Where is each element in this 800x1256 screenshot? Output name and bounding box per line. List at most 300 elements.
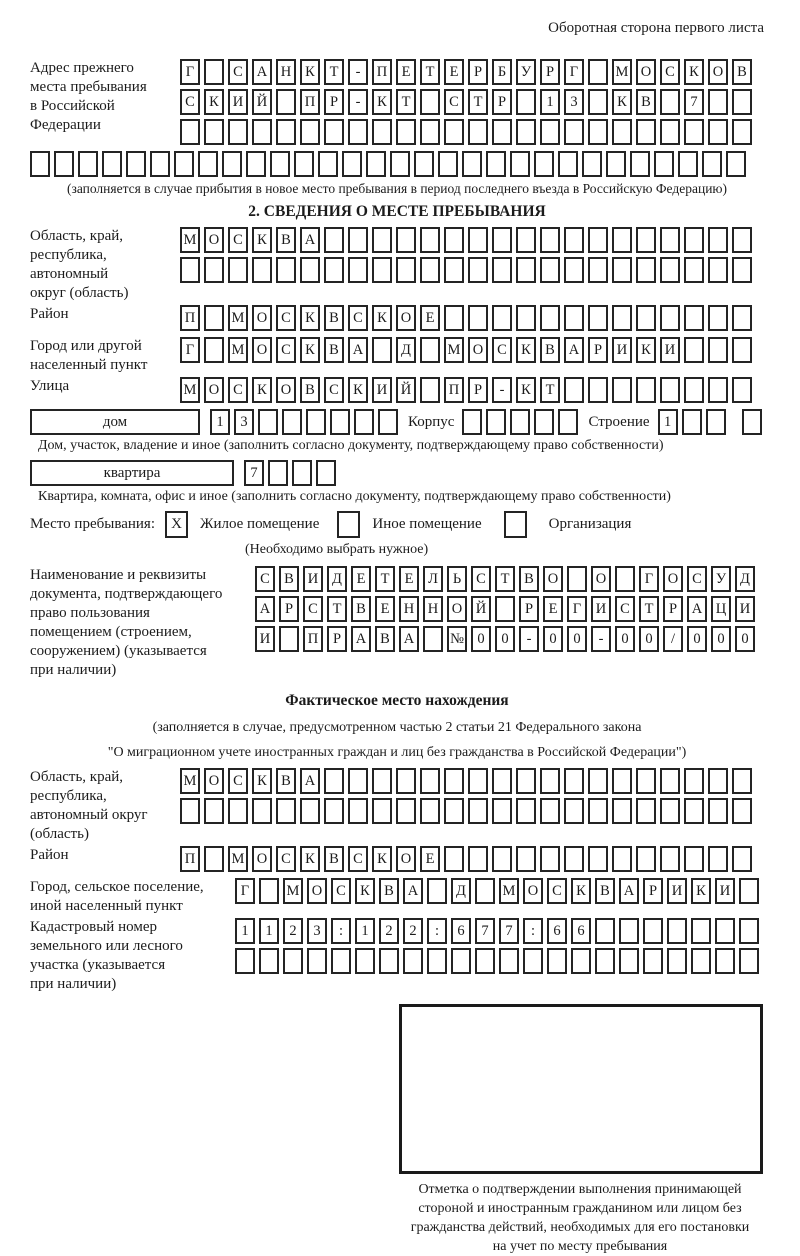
char-cell[interactable]: К [636, 337, 656, 363]
char-cell[interactable] [78, 151, 98, 177]
char-cell[interactable] [396, 798, 416, 824]
char-cell[interactable] [612, 768, 632, 794]
char-cell[interactable]: А [255, 596, 275, 622]
char-cell[interactable] [492, 846, 512, 872]
char-cell[interactable] [516, 227, 536, 253]
char-cell[interactable] [30, 151, 50, 177]
char-cell[interactable] [540, 257, 560, 283]
char-cell[interactable]: 0 [567, 626, 587, 652]
char-cell[interactable] [510, 151, 530, 177]
char-cell[interactable] [348, 227, 368, 253]
char-cell[interactable] [547, 948, 567, 974]
char-cell[interactable] [612, 798, 632, 824]
char-cell[interactable] [708, 768, 728, 794]
char-cell[interactable]: 2 [403, 918, 423, 944]
char-cell[interactable] [204, 846, 224, 872]
char-cell[interactable]: Т [540, 377, 560, 403]
dom-box[interactable]: дом [30, 409, 200, 435]
char-cell[interactable]: В [732, 59, 752, 85]
char-cell[interactable] [306, 409, 326, 435]
char-cell[interactable]: В [519, 566, 539, 592]
char-cell[interactable] [420, 89, 440, 115]
char-cell[interactable] [516, 119, 536, 145]
char-cell[interactable]: П [300, 89, 320, 115]
char-cell[interactable] [588, 119, 608, 145]
char-cell[interactable]: 6 [451, 918, 471, 944]
char-cell[interactable] [660, 305, 680, 331]
char-cell[interactable] [595, 948, 615, 974]
char-cell[interactable]: И [667, 878, 687, 904]
char-cell[interactable]: С [228, 768, 248, 794]
char-cell[interactable]: Т [639, 596, 659, 622]
char-cell[interactable] [468, 227, 488, 253]
char-cell[interactable] [684, 227, 704, 253]
char-cell[interactable]: Й [252, 89, 272, 115]
char-cell[interactable] [708, 257, 728, 283]
char-cell[interactable] [612, 119, 632, 145]
char-cell[interactable]: 1 [355, 918, 375, 944]
char-cell[interactable] [252, 119, 272, 145]
char-cell[interactable]: А [252, 59, 272, 85]
char-cell[interactable] [444, 119, 464, 145]
char-cell[interactable] [567, 566, 587, 592]
char-cell[interactable]: О [447, 596, 467, 622]
char-cell[interactable] [294, 151, 314, 177]
char-cell[interactable]: С [228, 59, 248, 85]
char-cell[interactable]: С [228, 377, 248, 403]
char-cell[interactable] [372, 257, 392, 283]
char-cell[interactable] [742, 409, 762, 435]
char-cell[interactable] [732, 227, 752, 253]
char-cell[interactable] [678, 151, 698, 177]
char-cell[interactable]: Г [564, 59, 584, 85]
char-cell[interactable] [558, 409, 578, 435]
char-cell[interactable]: С [615, 596, 635, 622]
char-cell[interactable]: И [735, 596, 755, 622]
char-cell[interactable] [204, 798, 224, 824]
char-cell[interactable] [684, 337, 704, 363]
char-cell[interactable] [588, 305, 608, 331]
char-cell[interactable]: М [228, 846, 248, 872]
char-cell[interactable]: С [276, 337, 296, 363]
char-cell[interactable] [691, 918, 711, 944]
char-cell[interactable] [726, 151, 746, 177]
char-cell[interactable]: А [399, 626, 419, 652]
char-cell[interactable]: Г [180, 337, 200, 363]
char-cell[interactable] [468, 305, 488, 331]
char-cell[interactable] [372, 768, 392, 794]
char-cell[interactable] [636, 257, 656, 283]
char-cell[interactable] [619, 918, 639, 944]
char-cell[interactable]: И [612, 337, 632, 363]
char-cell[interactable] [420, 768, 440, 794]
char-cell[interactable] [444, 227, 464, 253]
char-cell[interactable]: К [691, 878, 711, 904]
char-cell[interactable]: 0 [711, 626, 731, 652]
char-cell[interactable] [438, 151, 458, 177]
char-cell[interactable]: Г [567, 596, 587, 622]
char-cell[interactable] [420, 798, 440, 824]
char-cell[interactable] [636, 798, 656, 824]
char-cell[interactable] [324, 119, 344, 145]
char-cell[interactable]: И [660, 337, 680, 363]
char-cell[interactable]: Р [663, 596, 683, 622]
char-cell[interactable]: О [204, 377, 224, 403]
char-cell[interactable]: Р [468, 59, 488, 85]
char-cell[interactable] [396, 119, 416, 145]
char-cell[interactable]: А [300, 768, 320, 794]
char-cell[interactable]: С [348, 305, 368, 331]
char-cell[interactable]: В [540, 337, 560, 363]
char-cell[interactable]: Р [643, 878, 663, 904]
char-cell[interactable] [423, 626, 443, 652]
checkbox-zhiloe[interactable]: X [165, 511, 188, 538]
char-cell[interactable]: Р [279, 596, 299, 622]
char-cell[interactable]: П [180, 305, 200, 331]
char-cell[interactable]: 0 [735, 626, 755, 652]
char-cell[interactable] [468, 798, 488, 824]
char-cell[interactable] [588, 798, 608, 824]
char-cell[interactable] [708, 798, 728, 824]
char-cell[interactable] [427, 878, 447, 904]
char-cell[interactable]: С [303, 596, 323, 622]
char-cell[interactable]: К [612, 89, 632, 115]
char-cell[interactable] [486, 409, 506, 435]
char-cell[interactable]: 1 [259, 918, 279, 944]
char-cell[interactable] [708, 846, 728, 872]
char-cell[interactable]: В [279, 566, 299, 592]
char-cell[interactable] [732, 305, 752, 331]
char-cell[interactable]: О [307, 878, 327, 904]
char-cell[interactable]: В [636, 89, 656, 115]
char-cell[interactable]: К [252, 377, 272, 403]
char-cell[interactable]: Т [495, 566, 515, 592]
char-cell[interactable]: Е [543, 596, 563, 622]
char-cell[interactable] [516, 768, 536, 794]
char-cell[interactable]: С [180, 89, 200, 115]
char-cell[interactable] [279, 626, 299, 652]
char-cell[interactable]: Р [324, 89, 344, 115]
char-cell[interactable] [588, 89, 608, 115]
char-cell[interactable]: : [523, 918, 543, 944]
char-cell[interactable] [228, 798, 248, 824]
char-cell[interactable]: В [595, 878, 615, 904]
char-cell[interactable] [420, 119, 440, 145]
char-cell[interactable]: - [492, 377, 512, 403]
char-cell[interactable]: В [276, 227, 296, 253]
char-cell[interactable] [300, 119, 320, 145]
char-cell[interactable] [292, 460, 312, 486]
char-cell[interactable]: И [228, 89, 248, 115]
char-cell[interactable]: А [300, 227, 320, 253]
char-cell[interactable] [588, 59, 608, 85]
char-cell[interactable]: С [444, 89, 464, 115]
char-cell[interactable] [534, 151, 554, 177]
char-cell[interactable] [492, 768, 512, 794]
char-cell[interactable]: Р [519, 596, 539, 622]
char-cell[interactable]: И [591, 596, 611, 622]
char-cell[interactable]: К [252, 227, 272, 253]
char-cell[interactable]: М [180, 768, 200, 794]
char-cell[interactable]: О [396, 846, 416, 872]
char-cell[interactable] [564, 119, 584, 145]
char-cell[interactable]: О [252, 846, 272, 872]
char-cell[interactable] [268, 460, 288, 486]
char-cell[interactable] [354, 409, 374, 435]
char-cell[interactable] [486, 151, 506, 177]
char-cell[interactable] [510, 409, 530, 435]
char-cell[interactable] [564, 257, 584, 283]
char-cell[interactable]: О [543, 566, 563, 592]
char-cell[interactable]: 6 [571, 918, 591, 944]
char-cell[interactable] [462, 409, 482, 435]
char-cell[interactable]: 0 [543, 626, 563, 652]
char-cell[interactable] [252, 798, 272, 824]
char-cell[interactable]: Е [396, 59, 416, 85]
char-cell[interactable] [606, 151, 626, 177]
char-cell[interactable]: С [331, 878, 351, 904]
char-cell[interactable]: Т [327, 596, 347, 622]
char-cell[interactable]: М [228, 305, 248, 331]
char-cell[interactable]: К [348, 377, 368, 403]
char-cell[interactable]: 3 [564, 89, 584, 115]
char-cell[interactable] [636, 846, 656, 872]
char-cell[interactable]: К [372, 305, 392, 331]
char-cell[interactable] [198, 151, 218, 177]
char-cell[interactable] [492, 119, 512, 145]
char-cell[interactable] [732, 768, 752, 794]
char-cell[interactable]: К [516, 337, 536, 363]
char-cell[interactable]: О [396, 305, 416, 331]
char-cell[interactable] [684, 846, 704, 872]
char-cell[interactable] [612, 227, 632, 253]
char-cell[interactable] [708, 377, 728, 403]
char-cell[interactable]: К [300, 305, 320, 331]
char-cell[interactable]: А [564, 337, 584, 363]
char-cell[interactable]: : [331, 918, 351, 944]
char-cell[interactable] [540, 305, 560, 331]
char-cell[interactable]: 7 [499, 918, 519, 944]
char-cell[interactable]: О [708, 59, 728, 85]
char-cell[interactable]: А [687, 596, 707, 622]
char-cell[interactable] [643, 918, 663, 944]
char-cell[interactable] [390, 151, 410, 177]
char-cell[interactable] [492, 257, 512, 283]
char-cell[interactable] [660, 227, 680, 253]
char-cell[interactable]: Р [588, 337, 608, 363]
char-cell[interactable]: В [276, 768, 296, 794]
char-cell[interactable] [708, 337, 728, 363]
char-cell[interactable] [540, 768, 560, 794]
char-cell[interactable]: У [516, 59, 536, 85]
char-cell[interactable] [732, 337, 752, 363]
char-cell[interactable] [739, 948, 759, 974]
char-cell[interactable] [660, 377, 680, 403]
char-cell[interactable]: Б [492, 59, 512, 85]
char-cell[interactable]: М [499, 878, 519, 904]
char-cell[interactable] [348, 768, 368, 794]
char-cell[interactable] [684, 119, 704, 145]
char-cell[interactable] [684, 768, 704, 794]
char-cell[interactable] [276, 89, 296, 115]
char-cell[interactable]: Ь [447, 566, 467, 592]
char-cell[interactable]: Й [471, 596, 491, 622]
char-cell[interactable]: О [204, 227, 224, 253]
char-cell[interactable] [468, 846, 488, 872]
char-cell[interactable] [252, 257, 272, 283]
char-cell[interactable] [492, 227, 512, 253]
char-cell[interactable]: К [372, 89, 392, 115]
char-cell[interactable]: Е [351, 566, 371, 592]
char-cell[interactable]: Е [444, 59, 464, 85]
char-cell[interactable] [420, 227, 440, 253]
char-cell[interactable]: - [591, 626, 611, 652]
char-cell[interactable]: Й [396, 377, 416, 403]
char-cell[interactable] [330, 409, 350, 435]
checkbox-inoe[interactable] [337, 511, 360, 538]
char-cell[interactable]: / [663, 626, 683, 652]
char-cell[interactable]: 1 [658, 409, 678, 435]
char-cell[interactable] [571, 948, 591, 974]
char-cell[interactable]: Р [492, 89, 512, 115]
char-cell[interactable]: К [684, 59, 704, 85]
char-cell[interactable]: П [444, 377, 464, 403]
char-cell[interactable] [564, 846, 584, 872]
char-cell[interactable]: К [300, 846, 320, 872]
char-cell[interactable]: Д [327, 566, 347, 592]
char-cell[interactable] [396, 257, 416, 283]
char-cell[interactable] [660, 798, 680, 824]
char-cell[interactable] [492, 798, 512, 824]
char-cell[interactable]: 3 [307, 918, 327, 944]
char-cell[interactable] [540, 846, 560, 872]
char-cell[interactable] [619, 948, 639, 974]
char-cell[interactable] [495, 596, 515, 622]
char-cell[interactable] [595, 918, 615, 944]
char-cell[interactable] [564, 305, 584, 331]
char-cell[interactable]: С [687, 566, 707, 592]
char-cell[interactable]: П [180, 846, 200, 872]
char-cell[interactable]: О [663, 566, 683, 592]
char-cell[interactable] [564, 798, 584, 824]
char-cell[interactable]: Т [420, 59, 440, 85]
char-cell[interactable] [403, 948, 423, 974]
char-cell[interactable]: С [492, 337, 512, 363]
char-cell[interactable]: О [252, 305, 272, 331]
char-cell[interactable] [475, 948, 495, 974]
char-cell[interactable] [540, 119, 560, 145]
char-cell[interactable] [372, 337, 392, 363]
char-cell[interactable] [180, 119, 200, 145]
char-cell[interactable]: Т [375, 566, 395, 592]
char-cell[interactable]: Г [639, 566, 659, 592]
char-cell[interactable] [612, 377, 632, 403]
char-cell[interactable] [588, 846, 608, 872]
char-cell[interactable]: А [351, 626, 371, 652]
char-cell[interactable]: Г [235, 878, 255, 904]
char-cell[interactable] [316, 460, 336, 486]
char-cell[interactable] [444, 257, 464, 283]
char-cell[interactable] [534, 409, 554, 435]
char-cell[interactable]: 7 [475, 918, 495, 944]
char-cell[interactable] [372, 798, 392, 824]
char-cell[interactable]: Р [468, 377, 488, 403]
char-cell[interactable] [540, 227, 560, 253]
char-cell[interactable] [636, 377, 656, 403]
char-cell[interactable] [102, 151, 122, 177]
char-cell[interactable] [588, 257, 608, 283]
char-cell[interactable] [396, 227, 416, 253]
char-cell[interactable] [427, 948, 447, 974]
char-cell[interactable]: П [372, 59, 392, 85]
char-cell[interactable]: 7 [684, 89, 704, 115]
char-cell[interactable]: Л [423, 566, 443, 592]
char-cell[interactable] [732, 377, 752, 403]
char-cell[interactable]: С [276, 305, 296, 331]
char-cell[interactable] [348, 798, 368, 824]
char-cell[interactable]: В [324, 337, 344, 363]
char-cell[interactable]: Ц [711, 596, 731, 622]
char-cell[interactable] [180, 257, 200, 283]
char-cell[interactable] [732, 89, 752, 115]
char-cell[interactable] [499, 948, 519, 974]
char-cell[interactable]: Д [735, 566, 755, 592]
char-cell[interactable] [324, 257, 344, 283]
char-cell[interactable] [355, 948, 375, 974]
char-cell[interactable]: С [471, 566, 491, 592]
char-cell[interactable]: Т [468, 89, 488, 115]
char-cell[interactable] [276, 257, 296, 283]
char-cell[interactable] [523, 948, 543, 974]
char-cell[interactable] [468, 119, 488, 145]
char-cell[interactable]: И [372, 377, 392, 403]
char-cell[interactable]: 0 [471, 626, 491, 652]
char-cell[interactable] [654, 151, 674, 177]
char-cell[interactable]: О [636, 59, 656, 85]
char-cell[interactable] [684, 257, 704, 283]
char-cell[interactable]: К [571, 878, 591, 904]
char-cell[interactable] [228, 257, 248, 283]
char-cell[interactable]: Т [324, 59, 344, 85]
char-cell[interactable]: 0 [615, 626, 635, 652]
char-cell[interactable] [475, 878, 495, 904]
char-cell[interactable] [444, 305, 464, 331]
char-cell[interactable]: К [300, 337, 320, 363]
char-cell[interactable] [174, 151, 194, 177]
char-cell[interactable]: В [324, 305, 344, 331]
char-cell[interactable]: Н [399, 596, 419, 622]
char-cell[interactable] [643, 948, 663, 974]
char-cell[interactable] [204, 119, 224, 145]
char-cell[interactable] [516, 846, 536, 872]
char-cell[interactable]: П [303, 626, 323, 652]
char-cell[interactable]: И [715, 878, 735, 904]
char-cell[interactable] [516, 257, 536, 283]
char-cell[interactable]: О [468, 337, 488, 363]
char-cell[interactable] [612, 305, 632, 331]
char-cell[interactable]: С [324, 377, 344, 403]
char-cell[interactable] [660, 257, 680, 283]
char-cell[interactable] [204, 337, 224, 363]
char-cell[interactable] [564, 227, 584, 253]
char-cell[interactable] [451, 948, 471, 974]
char-cell[interactable]: В [375, 626, 395, 652]
char-cell[interactable]: И [303, 566, 323, 592]
char-cell[interactable] [612, 257, 632, 283]
char-cell[interactable]: Д [451, 878, 471, 904]
char-cell[interactable]: О [204, 768, 224, 794]
char-cell[interactable]: К [516, 377, 536, 403]
